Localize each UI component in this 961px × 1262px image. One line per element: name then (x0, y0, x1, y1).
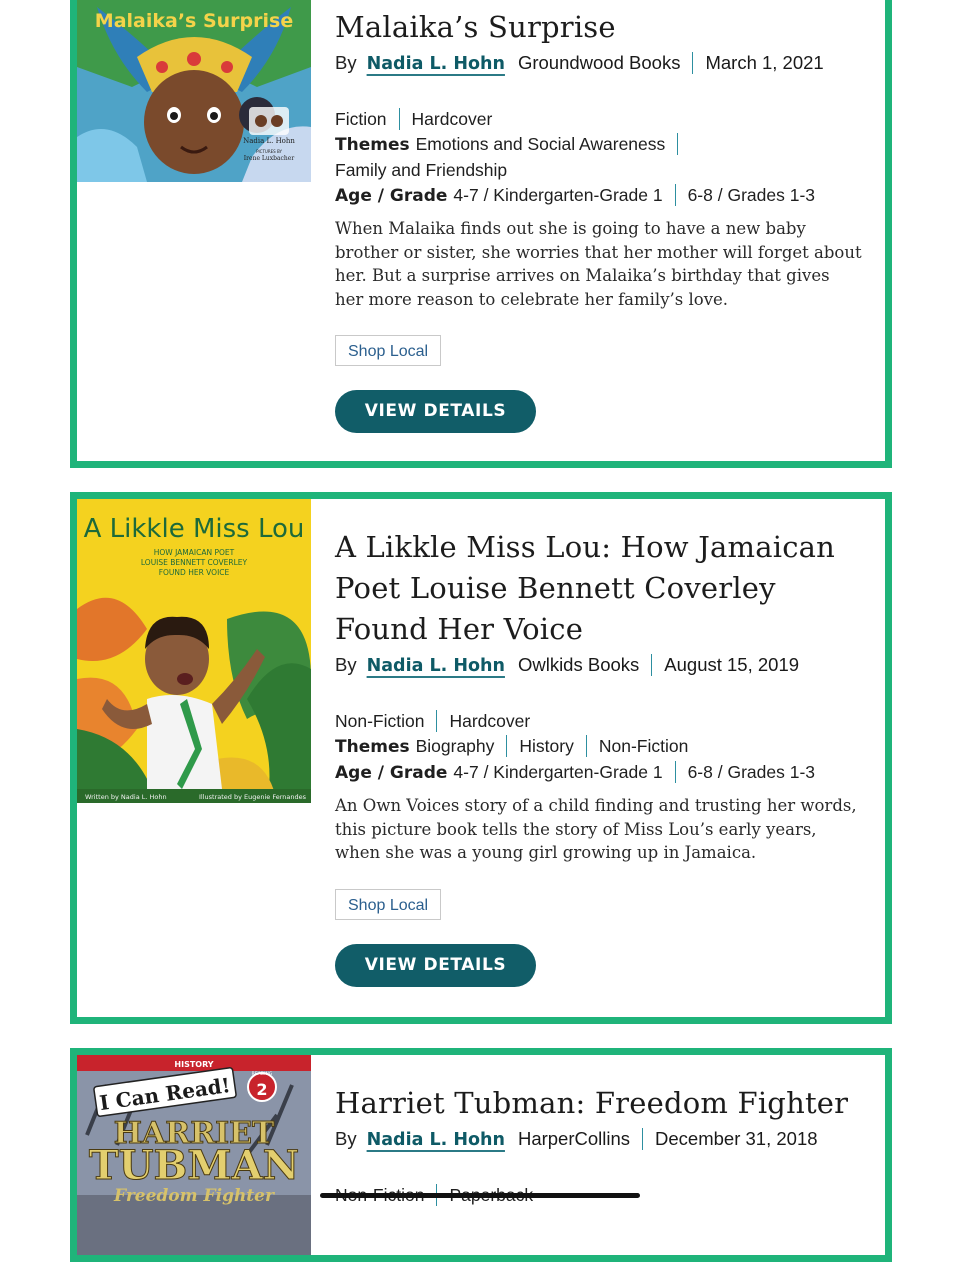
binding-label: Hardcover (449, 711, 531, 731)
genre-label: Non-Fiction (335, 711, 425, 731)
theme-item: Family and Friendship (335, 160, 508, 180)
age-grade-item: 6-8 / Grades 1-3 (687, 185, 815, 205)
book-age-grade (335, 760, 861, 786)
book-cover-image[interactable] (77, 0, 311, 182)
home-indicator[interactable] (320, 1193, 640, 1198)
cover-illustrator-text: Illustrated by Eugenie Fernandes (199, 793, 307, 801)
cover-author-text: Written by Nadia L. Hohn (85, 793, 167, 801)
publish-date: December 31, 2018 (655, 1128, 818, 1149)
cover-title-text: A Likkle Miss Lou (83, 514, 305, 544)
cover-title-text: Malaika’s Surprise (94, 10, 294, 32)
cover-illustrator-text: Irene Luxbacher (243, 155, 295, 162)
separator (586, 735, 587, 757)
book-info (335, 7, 861, 433)
book-description: When Malaika finds out she is going to have a new baby brother or sister, she worries that her mother will forget about her. But a surprise arrives on Malaika’s birthday that gives her more reason to celebrate her family’s love. (335, 219, 862, 309)
themes-label: Themes (335, 737, 410, 757)
cover-illustrator-label: PICTURES BY (256, 149, 282, 154)
publish-date: March 1, 2021 (705, 52, 824, 73)
shop-local-button[interactable]: Shop Local (335, 335, 441, 366)
by-label: By (335, 1128, 357, 1149)
separator (642, 1128, 643, 1150)
age-grade-label: Age / Grade (335, 763, 448, 783)
cover-level-label: READING (251, 1072, 273, 1077)
cover-level-text: 2 (256, 1080, 268, 1099)
book-title[interactable]: Malaika’s Surprise (335, 10, 616, 44)
book-byline (335, 1126, 861, 1153)
separator (651, 654, 652, 676)
age-grade-label: Age / Grade (335, 186, 448, 206)
cover-subtitle-text: HOW JAMAICAN POET (153, 548, 235, 557)
book-cover-image[interactable] (77, 499, 311, 803)
separator (675, 761, 676, 783)
cover-subtitle-text: Freedom Fighter (114, 1186, 274, 1206)
age-grade-item: 6-8 / Grades 1-3 (687, 762, 815, 782)
book-themes (335, 734, 861, 760)
book-card (70, 492, 892, 1024)
shop-local-button[interactable]: Shop Local (335, 889, 441, 920)
binding-label: Hardcover (411, 109, 493, 129)
book-age-grade (335, 183, 861, 209)
book-description: An Own Voices story of a child finding and trusting her words, this picture book tells the story of Miss Lou’s early years, when she was a young girl growing up in Jamaica. (335, 796, 857, 862)
cover-name-text: HARRIET (113, 1116, 275, 1151)
cover-category-text: HISTORY (174, 1060, 214, 1069)
separator (506, 735, 507, 757)
cover-series-text: I Can Read! (97, 1072, 232, 1116)
theme-item: History (519, 736, 574, 756)
separator (399, 108, 400, 130)
genre-label: Fiction (335, 109, 387, 129)
book-byline (335, 50, 861, 77)
cover-author-text: Nadia L. Hohn (243, 137, 295, 145)
book-themes-continued (335, 158, 861, 183)
book-cover-image[interactable] (77, 1055, 311, 1255)
themes-label: Themes (335, 135, 410, 155)
author-link[interactable]: Nadia L. Hohn (366, 54, 505, 74)
book-title[interactable]: Harriet Tubman: Freedom Fighter (335, 1086, 849, 1120)
separator (677, 133, 678, 155)
age-grade-item: 4-7 / Kindergarten-Grade 1 (453, 762, 663, 782)
separator (692, 52, 693, 74)
book-themes (335, 132, 861, 158)
by-label: By (335, 654, 357, 675)
publisher: HarperCollins (517, 1128, 631, 1149)
by-label: By (335, 52, 357, 73)
book-byline (335, 652, 861, 679)
age-grade-item: 4-7 / Kindergarten-Grade 1 (453, 185, 663, 205)
book-info (335, 1083, 861, 1208)
cover-subtitle-text: LOUISE BENNETT COVERLEY (140, 558, 248, 567)
book-format (335, 709, 861, 734)
author-link[interactable]: Nadia L. Hohn (366, 1130, 505, 1150)
publisher: Owlkids Books (517, 654, 640, 675)
theme-item: Emotions and Social Awareness (415, 134, 666, 154)
book-format (335, 107, 861, 132)
cover-subtitle-text: FOUND HER VOICE (158, 568, 230, 577)
publish-date: August 15, 2019 (664, 654, 800, 675)
book-card (70, 1048, 892, 1262)
book-title[interactable]: A Likkle Miss Lou: How Jamaican Poet Louise Bennett Coverley Found Her Voice (335, 530, 836, 646)
theme-item: Biography (415, 736, 495, 756)
author-link[interactable]: Nadia L. Hohn (366, 656, 505, 676)
publisher: Groundwood Books (517, 52, 681, 73)
book-card (70, 0, 892, 468)
theme-item: Non-Fiction (598, 736, 689, 756)
separator (436, 710, 437, 732)
view-details-button[interactable]: VIEW DETAILS (335, 390, 536, 433)
view-details-button[interactable]: VIEW DETAILS (335, 944, 536, 987)
separator (675, 184, 676, 206)
book-info (335, 527, 861, 987)
cover-name-text: TUBMAN (88, 1142, 300, 1189)
